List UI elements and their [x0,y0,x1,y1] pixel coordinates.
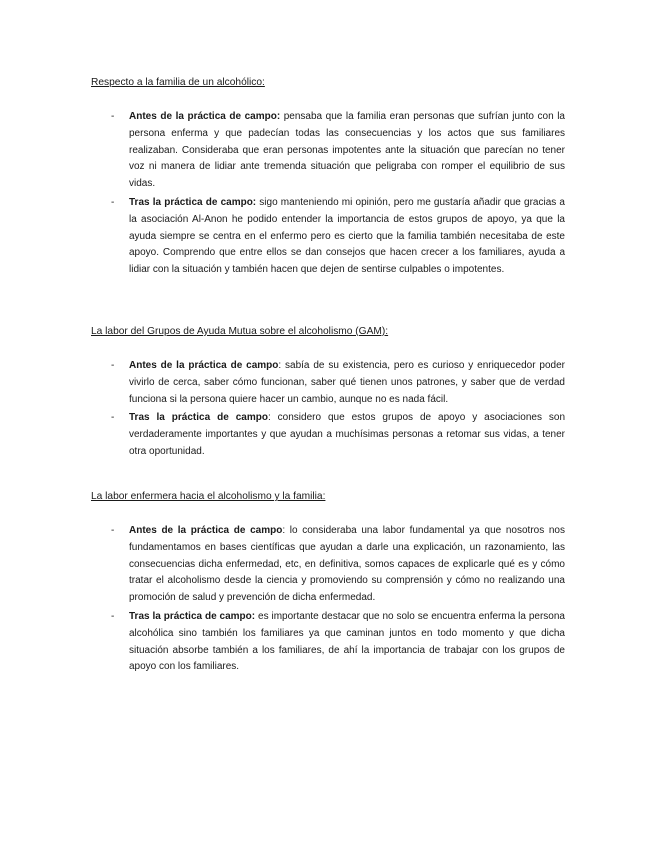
item-text: pensaba que la familia eran personas que sufrían junto con la persona enferma y que padecían todas las consecuencias y los actos que sus familiares realizaban. Consideraba que eran personas impotentes ante la situación que parecían no tener voz ni manera de lidiar ante tremenda situación que peligraba con romper el equilibrio de sus vidas. [129,111,565,190]
list-item [91,109,565,193]
item-text: : considero que estos grupos de apoyo y asociaciones son verdaderamente importantes y que ayudan a muchísimas personas a retomar sus vidas, a tener otra oportunidad. [129,412,566,457]
item-lead: Antes de la práctica de campo [129,525,283,536]
bullet-list [91,523,565,676]
section-nursing [91,490,565,678]
item-text: : lo consideraba una labor fundamental ya que nosotros nos fundamentamos en bases científicas que ayudan a darle una explicación, un razonamiento, las consecuencias dicha enfermedad, etc, en definitiva, somos capaces de explicarle qué es y cómo tratar el alcoholismo desde la ciencia y promoviendo su comprensión y cómo no realizando una promoción de salud y prevención de dicha enfermedad. [129,525,565,604]
section-heading: La labor enfermera hacia el alcoholismo y la familia: [91,491,326,502]
dash-bullet: - [111,196,115,208]
dash-bullet: - [111,360,115,371]
section-heading: La labor del Grupos de Ayuda Mutua sobre el alcoholismo (GAM): [91,326,389,337]
item-lead: Tras la práctica de campo: [129,196,257,208]
item-text: es importante destacar que no solo se encuentra enferma la persona alcohólica sino también los familiares ya que caminan juntos en todo momento y que dicha situación absorbe también a los familiares, de ahí la importancia de trabajar con los grupos de apoyo con los familiares. [129,610,565,673]
list-item [91,609,565,676]
list-item [91,195,565,279]
list-item [91,410,565,460]
dash-bullet: - [111,610,115,622]
section-family [91,76,565,281]
bullet-list [91,358,565,461]
list-item [91,358,565,408]
item-text: : sabía de su existencia, pero es curioso y enriquecedor poder vivirlo de cerca, saber cómo funcionan, saber qué tienen unos patrones, y saber que de verdad funciona si la persona quiere hacer un cambio, aunque no es nada fácil. [129,360,565,405]
item-lead: Tras la práctica de campo [129,412,268,424]
list-item [91,523,565,607]
item-lead: Antes de la práctica de campo [129,360,279,371]
section-gam [91,325,565,463]
dash-bullet: - [111,412,115,424]
dash-bullet: - [111,525,115,536]
item-lead: Antes de la práctica de campo: [129,111,281,122]
dash-bullet: - [111,111,115,122]
item-text: sigo manteniendo mi opinión, pero me gustaría añadir que gracias a la asociación Al-Anon he podido entender la importancia de estos grupos de apoyo, ya que la ayuda siempre se centra en el enfermo pero es cierto que la familia también necesitaba de este apoyo. Comprendo que entre ellos se dan consejos que hacen crecer a los familiares, ayuda a lidiar con la situación y también hacen que dejen de sentirse culpables o impotentes. [129,196,565,276]
section-heading: Respecto a la familia de un alcohólico: [91,77,265,88]
bullet-list [91,109,565,279]
item-lead: Tras la práctica de campo: [129,610,256,622]
